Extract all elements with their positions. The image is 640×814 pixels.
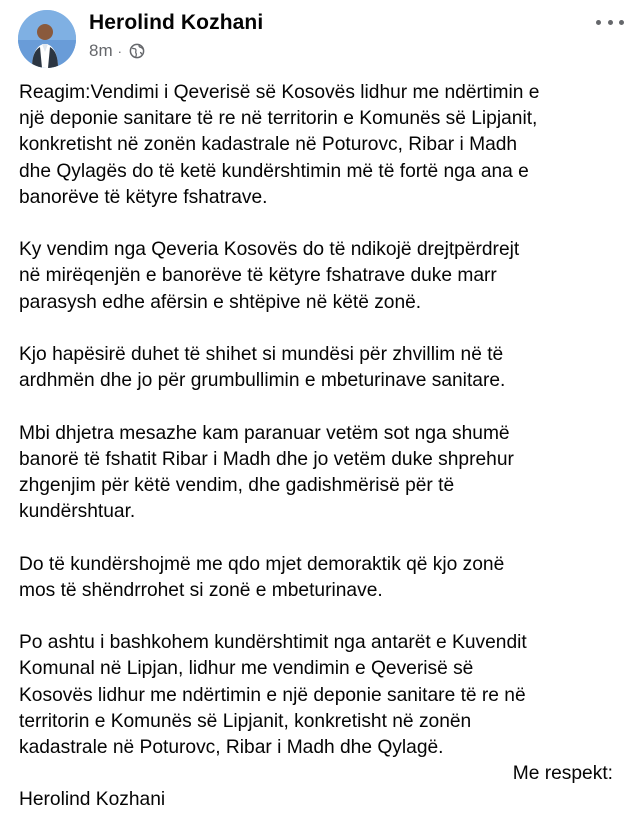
text-line: mos të shëndrrohet si zonë e mbeturinave.: [19, 579, 383, 601]
post-meta: [89, 41, 145, 61]
post-paragraph: [19, 421, 623, 526]
more-horizontal-icon: [619, 20, 624, 25]
profile-photo-icon: [18, 10, 76, 68]
text-line: zhgenjim për këtë vendim, dhe gadishmërisë për të: [19, 475, 455, 496]
text-line: Do të kundërshojmë me qdo mjet demoraktik që kjo zonë: [19, 553, 505, 575]
more-options-button[interactable]: [596, 12, 624, 32]
post-header: [0, 0, 640, 74]
text-line: një deponie sanitare të re në territorin e Komunës së Lipjanit,: [19, 108, 538, 130]
text-line: banorëve të këtyre fshatrave.: [19, 186, 268, 208]
text-line: Ky vendim nga Qeveria Kosovës do të ndikojë drejtpërdrejt: [19, 239, 520, 261]
text-line: territorin e Komunës së Lipjanit, konkretisht në zonën: [19, 710, 472, 732]
text-line: Po ashtu i bashkohem kundërshtimit nga antarët e Kuvendit: [19, 632, 527, 654]
text-line: Kosovës lidhur me ndërtimin e një deponie sanitare të re në: [19, 684, 526, 706]
text-line: në mirëqenjën e banorëve të këtyre fshatrave duke marr: [19, 265, 497, 287]
text-line: Mbi dhjetra mesazhe kam paranuar vetëm sot nga shumë: [19, 422, 510, 444]
text-line: Komunal në Lipjan, lidhur me vendimin e Qeverisë së: [19, 658, 474, 680]
post-paragraph: [19, 80, 623, 211]
globe-icon[interactable]: [129, 43, 145, 59]
post-paragraph: [19, 552, 623, 604]
closing-line: Me respekt:: [512, 763, 613, 785]
post-body: [19, 80, 623, 814]
avatar[interactable]: [18, 10, 76, 68]
post-paragraph: [19, 342, 623, 394]
post-time[interactable]: 8m: [89, 41, 113, 60]
text-line: dhe Qylagës do të ketë kundërshtimin më të fortë nga ana e: [19, 160, 529, 182]
more-horizontal-icon: [608, 20, 613, 25]
text-line: parasysh edhe afërsin e shtëpive në këtë zonë.: [19, 291, 422, 313]
more-horizontal-icon: [596, 20, 601, 25]
text-line: konkretisht në zonën kadastrale në Poturovc, Ribar i Madh: [19, 134, 518, 156]
text-line: kundërshtuar.: [19, 501, 136, 523]
signature-line: Herolind Kozhani: [19, 789, 166, 811]
post-paragraph: [19, 630, 623, 813]
meta-separator: ·: [117, 43, 122, 59]
text-line: Kjo hapësirë duhet të shihet si mundësi për zhvillim në të: [19, 344, 504, 365]
post-paragraph: [19, 237, 623, 316]
text-line: ardhmën dhe jo për grumbullimin e mbeturinave sanitare.: [19, 370, 506, 392]
text-line: kadastrale në Poturovc, Ribar i Madh dhe Qylagë.: [19, 737, 444, 758]
text-line: banorë të fshatit Ribar i Madh dhe jo vetëm duke shprehur: [19, 448, 514, 470]
author-name[interactable]: Herolind Kozhani: [89, 11, 264, 34]
text-line: Reagim:Vendimi i Qeverisë së Kosovës lidhur me ndërtimin e: [19, 82, 540, 103]
